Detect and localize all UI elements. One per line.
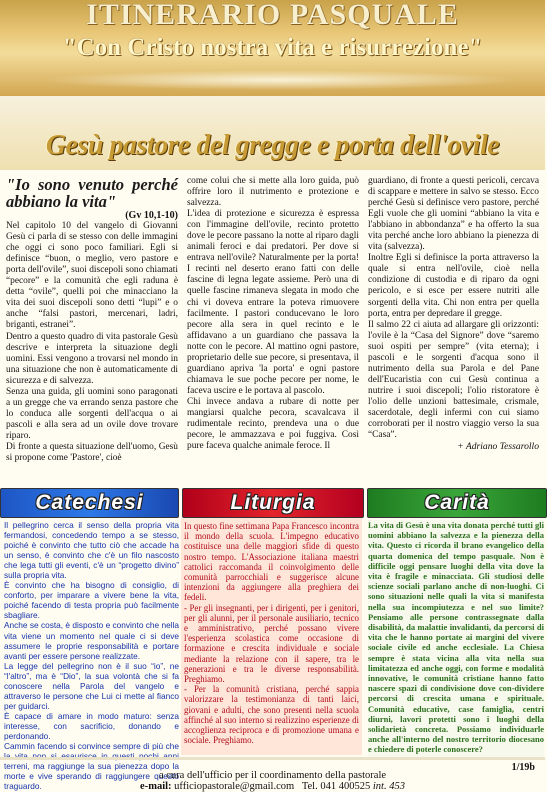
quote-reference: (Gv 10,1-10) xyxy=(125,210,178,221)
paragraph: Inoltre Egli si definisce la porta attraverso la quale si entra nell'ovile, cioè nella condizione di custodia e di riparo da ogni pericolo, e si esce per essere nutriti alle sorgenti della vita. Chi non entra per quella porta, entra per depredare il gregge. xyxy=(368,253,539,319)
header-glow xyxy=(40,70,520,90)
article-banner xyxy=(0,96,545,170)
liturgia-text xyxy=(181,518,362,755)
page-subtitle: "Con Cristo nostra vita e risurrezione" xyxy=(62,34,483,61)
paragraph: Nel capitolo 10 del vangelo di Giovanni Gesù ci parla di se stesso con delle immagini che oggi ci sono poco familiari. Egli si definisce “buon, o meglio, vero pastore e porta dell'ovile”, suoi discepoli sono chiamati “pecore” e la comunità che egli raduna è detta “ovile”, quelli poi che minacciano la vita dei suoi discepoli sono detti “lupi” e o anche “falsi pastori, mercenari, ladri, briganti, estranei”. xyxy=(6,221,178,331)
catechesi-title: Catechesi xyxy=(35,491,144,514)
carita-paragraphs: La vita di Gesù è una vita donata perché tutti gli uomini abbiano la salvezza e la pienezza della vita. Questo ci ricorda il brano evangelico della quarta domenica del tempo pasquale. Non è difficile oggi pensare luoghi della vita dove la vita è fragile e minacciata. Gli studiosi delle scienze sociali parlano anche di non-luoghi. Ci sono situazioni nelle quali la vita si manifesta nella sua incompiutezza e nel suo limite? Pensiamo alle persone contrassegnate dalla disabilità, da malattie invalidanti, da percorsi di vita che le hanno portate ai margini del vivere sociale civile ed anche ecclesiale. La Chiesa sempre è stata vicina alla vita nella sua limitatezza ed anche oggi, con forme e modalità innovative, le comunità cristiane hanno fatto nascere spazi di condivisione dove con-dividere percorsi di crescita umana e spirituale. Comunità educative, case famiglia, centri diurni, lavori protetti sono i luoghi della solidarietà concreta. Possiamo individuarle anche all'interno del nostro territorio diocesano e chiedere di poterle conoscere? xyxy=(368,520,544,755)
liturgia-header xyxy=(182,488,364,518)
email-link[interactable]: ufficiopastorale@gmail.com xyxy=(174,781,295,792)
article-signature: + Adriano Tessarollo xyxy=(457,441,539,453)
article-column-3 xyxy=(368,176,539,452)
header-banner xyxy=(0,0,545,96)
footer xyxy=(0,762,545,792)
page-title: ITINERARIO PASQUALE xyxy=(86,0,459,31)
catechesi-paragraphs: Il pellegrino cerca il senso della propria vita fermandosi, concedendo tempo a se stesso, poiché è convinto che tutto ciò che accade ha un senso, è convinto che c'è un filo nascosto che lega tutti gli eventi, c'è un “progetto divino” sulla propria vita. È convinto che ha bisogno di consiglio, di conforto, per imparare a vivere bene la vita, poiché facendo di testa propria può facilmente sbagliare. Anche se costa, è disposto e convinto che nella vita viene un momento nel quale ci si deve assumere le proprie responsabilità e portare avanti per essere persone realizzate. La legge del pellegrino non è il suo “io”, ne “l'altro”, ma è “Dio”, la sua volontà che si fa conoscere nella Parola del vangelo e attraverso le persone che Lui ci mette al fianco per guidarci. È capace di amare in modo maturo: senza interesse, con sacrificio, donando e perdonando. Cammin facendo si convince sempre di più che terreni, ma raggiunge la sua pienezza dopo la morte e vive sperando di raggiungere questo traguardo. xyxy=(4,520,179,792)
liturgia-title: Liturgia xyxy=(230,491,316,514)
paragraph: Il salmo 22 ci aiuta ad allargare gli orizzonti: l'ovile è la “Casa del Signore” dove “saremo suoi ospiti per sempre” (vita eterna); i pascoli e le sorgenti d'acqua sono il nutrimento della sua Parola e del Pane dell'Eucaristia con cui Gesù continua a nutrire i suoi discepoli; l'olio ristoratore è l'olio delle unzioni battesimale, crismale, sacerdotale, degli infermi con cui siamo corroborati per il nostro viaggio verso la sua “Casa”. xyxy=(368,319,539,441)
footer-contacts xyxy=(0,781,545,792)
footer-credits: a cura dell'ufficio per il coordinamento della pastorale xyxy=(158,770,387,781)
paragraph: Chi invece andava a rubare di notte per mangiarsi qualche pecora, scavalcava il rudimentale recinto, prendeva una o due pecore, le ammazzava e poi fuggiva. Così pure faceva qualche animale feroce. Il xyxy=(187,396,359,452)
carita-text xyxy=(368,520,544,757)
catechesi-header xyxy=(0,488,179,518)
article-quote: "Io sono venuto perché abbiano la vita" xyxy=(6,175,178,211)
article-body xyxy=(6,176,539,482)
phone-extension: int. 453 xyxy=(372,781,405,792)
paragraph: Dentro a questo quadro di vita pastorale Gesù descrive e interpreta la situazione degli uomini. Essi vengono a trovarsi nel mondo in una situazione che non è automaticamente di sicurezza e di salvezza. xyxy=(6,331,178,386)
paragraph: guardiano, di fronte a questi pericoli, cercava di scappare e mettere in salvo se stesso. Ecco perché Gesù si definisce vero pastore, perché Egli vuole che gli uomini “abbiano la vita e l'abbiano in abbondanza” e ha offerto la sua vita perché anche loro abbiano la pienezza di vita (salvezza). xyxy=(368,176,539,253)
article-column-2 xyxy=(187,176,359,452)
email-label: e-mail: xyxy=(140,781,172,792)
paragraph: L'idea di protezione e sicurezza è espressa con l'immagine dell'ovile, recinto protetto dove le pecore passano la notte al riparo dagli animali feroci e dai predatori. Per dove si entrava nell'ovile? Naturalmente per la porta! I recinti nel deserto erano fatti con delle fascine di legna legate assieme. Però una di quelle fascine rimaneva slegata in modo che chi vi doveva entrare la poteva rimuovere facilmente. I pastori conducevano le loro pecore alla sera in quel recinto e le affidavano a un guardiano che passava la notte con le pecore. Al mattino ogni pastore, proprietario delle sue pecore, si presentava, il guardiano apriva 'la porta' e ogni pastore chiamava le sue poche pecore per nome, le faceva uscire e le portava al pascolo. xyxy=(187,209,359,396)
page-number: 1/19b xyxy=(511,762,535,773)
liturgia-paragraphs: In questo fine settimana Papa Francesco incontra il mondo della scuola. L'impegno educativo costituisce una delle maggiori sfide di questo nostro tempo. L'Associazione italiana maestri cattolici raccomanda il coinvolgimento delle comunità parrocchiali e suggerisce alcune intenzioni da aggiungere alla preghiera dei fedeli. - Per gli insegnanti, per i dirigenti, per i genitori, per gli alunni, per il personale ausiliario, tecnico e amministrativo, perché possano vivere l'esperienza scolastica come occasione di formazione e crescita individuale e sociale mediante la relazione con il sapere, tra le generazioni e tra le diverse responsabilità. Preghiamo. - Per la comunità cristiana, perché sappia valorizzare la testimonianza di tanti laici, giovani e adulti, che sono presenti nella scuola affinché al suo interno si realizzino esperienze di accoglienza reciproca e di promozione umana e sociale. Preghiamo. xyxy=(184,521,359,746)
carita-header xyxy=(367,488,547,518)
paragraph: come colui che si mette alla loro guida, può offrire loro il nutrimento e protezione e salvezza. xyxy=(187,176,359,209)
footer-divider xyxy=(0,757,545,760)
article-title: Gesù pastore del gregge e porta dell'ovile xyxy=(45,130,500,161)
paragraph: Di fronte a questa situazione dell'uomo, Gesù si propone come 'Pastore', cioè xyxy=(6,441,178,464)
carita-title: Carità xyxy=(424,491,490,514)
article-column-1 xyxy=(6,176,178,464)
paragraph: Senza una guida, gli uomini sono paragonati a un gregge che va errando senza pastore che lo conduca alle sorgenti dell'acqua o ai pascoli e alla sera ad un ovile dove trovare riparo. xyxy=(6,386,178,441)
phone-number: Tel. 041 400525 xyxy=(301,781,371,792)
